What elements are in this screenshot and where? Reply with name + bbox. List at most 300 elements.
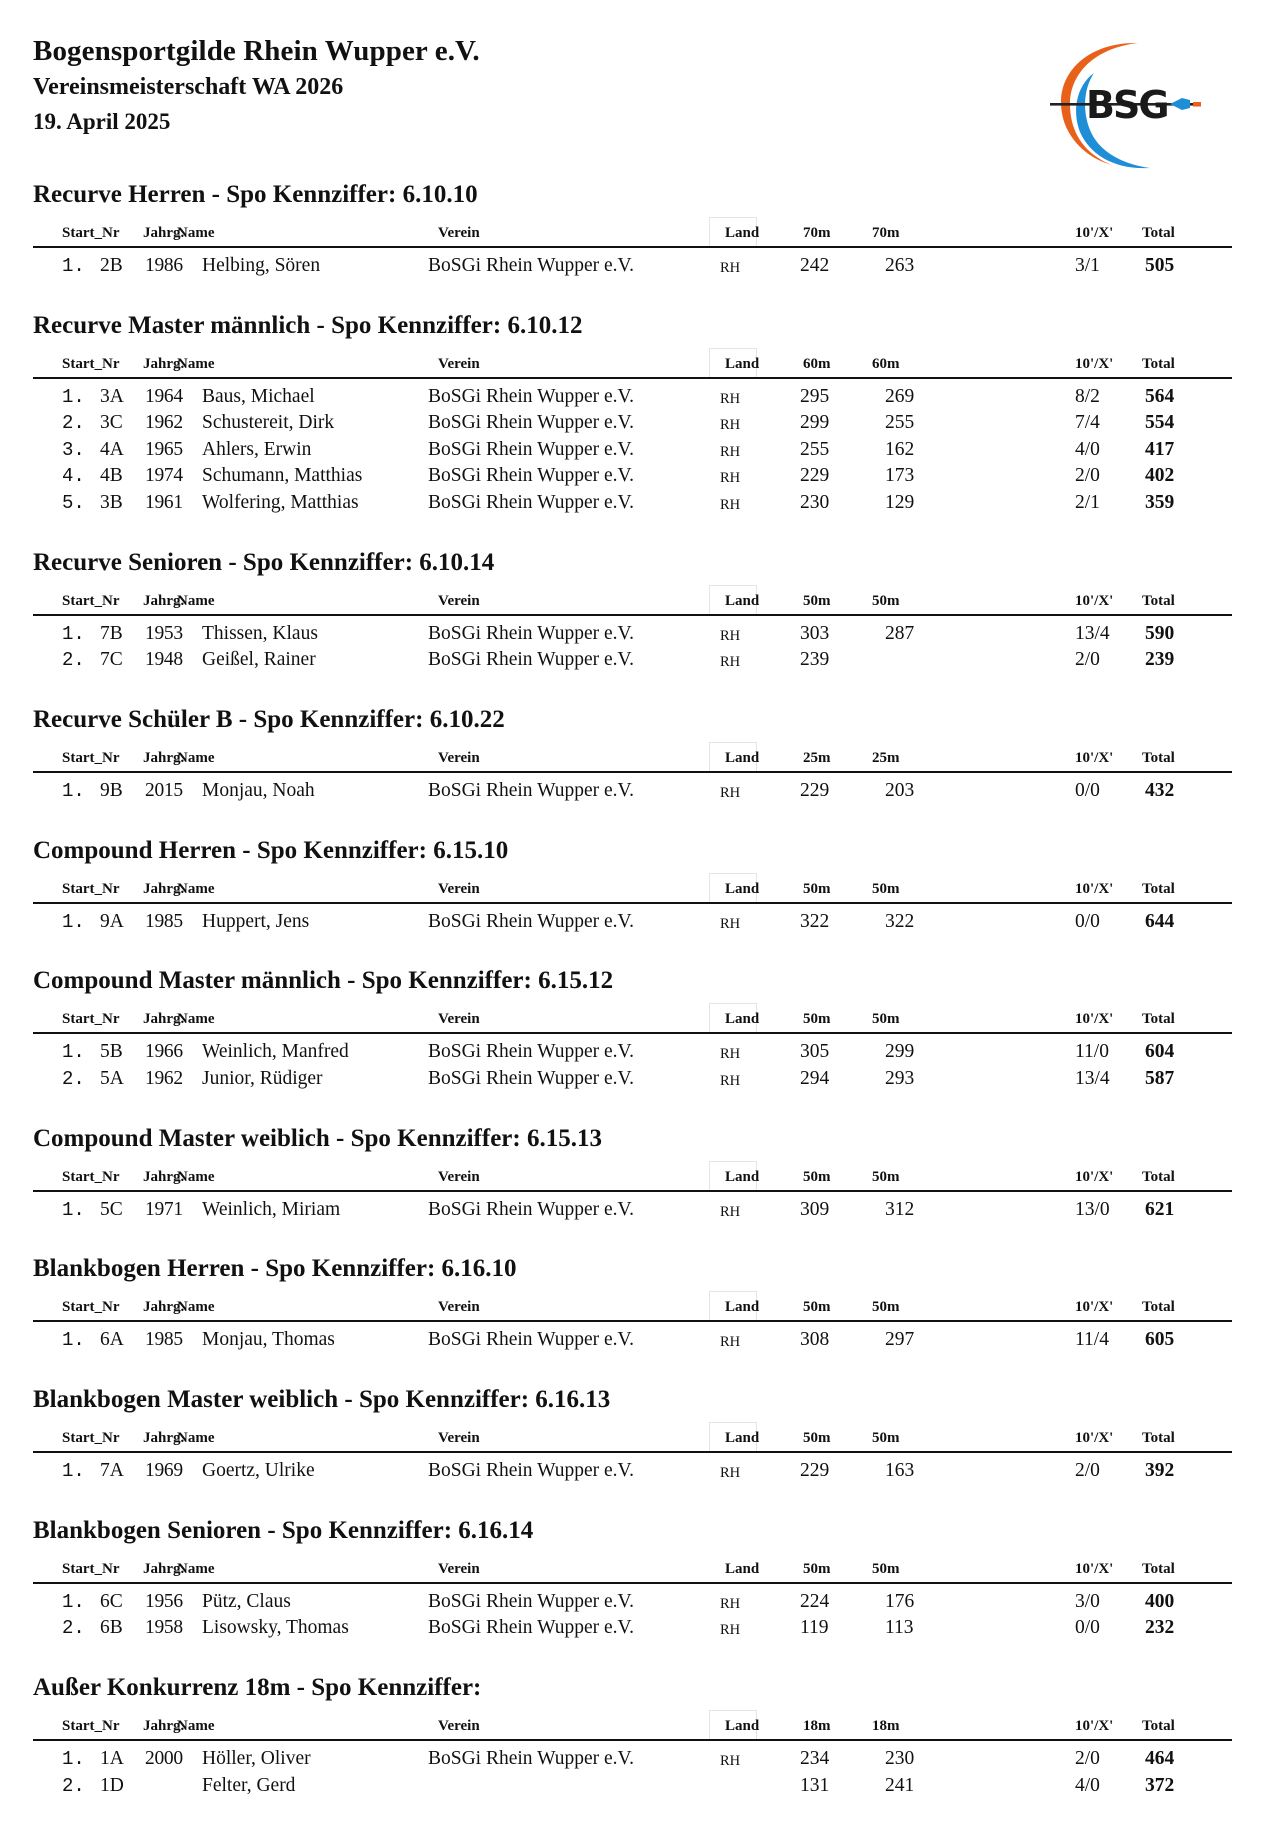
- name-cell: Höller, Oliver: [202, 1748, 311, 1769]
- jahrg-cell: 1971: [145, 1198, 183, 1220]
- start-nr-cell: 7B: [100, 622, 123, 644]
- start-nr-cell: 4A: [100, 438, 124, 460]
- name-cell: Helbing, Sören: [202, 255, 321, 276]
- header-tens-x: 10'/X': [1075, 355, 1114, 372]
- header-distance-2: 50m: [872, 1011, 900, 1028]
- table-body: [0, 1034, 1280, 1092]
- header-distance-1: 25m: [803, 749, 831, 766]
- total-cell: 505: [1145, 255, 1175, 276]
- logo-arrow-nock: [1193, 102, 1201, 107]
- distance-1-score-cell: 239: [800, 649, 830, 670]
- header-jahrg: Jahrg.: [143, 749, 185, 766]
- table-row: [0, 463, 1280, 490]
- header-distance-2: 50m: [872, 1430, 900, 1446]
- verein-cell: BoSGi Rhein Wupper e.V.: [428, 1198, 634, 1220]
- rank-cell: 1.: [62, 255, 85, 277]
- header-verein: Verein: [438, 1168, 480, 1185]
- header-total: Total: [1142, 592, 1175, 609]
- distance-1-score-cell: 230: [800, 491, 830, 513]
- name-cell: Thissen, Klaus: [202, 622, 318, 644]
- header-name: Name: [177, 749, 215, 766]
- header-total: Total: [1142, 1011, 1175, 1028]
- header-verein: Verein: [438, 880, 480, 897]
- name-cell: Schumann, Matthias: [202, 465, 363, 487]
- table-row: [0, 384, 1280, 411]
- header-land: Land: [725, 1168, 760, 1185]
- land-cell: RH: [720, 260, 741, 276]
- verein-cell: BoSGi Rhein Wupper e.V.: [428, 385, 634, 407]
- tens-x-cell: 3/0: [1075, 1590, 1100, 1612]
- jahrg-cell: 1953: [145, 622, 183, 644]
- result-section: [0, 1119, 1280, 1224]
- verein-cell: BoSGi Rhein Wupper e.V.: [428, 438, 634, 460]
- name-cell: Weinlich, Miriam: [202, 1198, 341, 1220]
- header-jahrg: Jahrg.: [143, 225, 185, 241]
- table-row: [0, 909, 1280, 936]
- distance-2-score-cell: 322: [885, 910, 915, 932]
- section-title: Blankbogen Herren - Spo Kennziffer: 6.16.10: [33, 1255, 517, 1283]
- header-jahrg: Jahrg.: [143, 880, 185, 897]
- distance-2-score-cell: 255: [885, 412, 915, 434]
- header-total: Total: [1142, 355, 1175, 372]
- land-cell: RH: [720, 470, 741, 487]
- rank-cell: 5.: [62, 491, 85, 514]
- header-distance-1: 18m: [803, 1718, 831, 1734]
- table-body: [0, 379, 1280, 517]
- header-distance-2: 70m: [872, 225, 900, 241]
- rank-cell: 1.: [62, 1329, 85, 1352]
- verein-cell: BoSGi Rhein Wupper e.V.: [428, 649, 634, 670]
- jahrg-cell: 1966: [145, 1041, 183, 1063]
- table-header: [33, 352, 1232, 379]
- start-nr-cell: 2B: [100, 255, 123, 276]
- header-tens-x: 10'/X': [1075, 1168, 1114, 1185]
- jahrg-cell: 1965: [145, 438, 183, 460]
- table-header: [33, 1295, 1232, 1322]
- distance-1-score-cell: 309: [800, 1198, 830, 1220]
- table-row: [0, 1746, 1280, 1773]
- distance-1-score-cell: 242: [800, 255, 830, 276]
- header-verein: Verein: [438, 1299, 480, 1316]
- jahrg-cell: 1986: [145, 255, 183, 276]
- header-distance-2: 25m: [872, 749, 900, 766]
- table-header: [33, 1426, 1232, 1453]
- total-cell: 605: [1145, 1329, 1175, 1351]
- table-row: [0, 1589, 1280, 1616]
- tens-x-cell: 4/0: [1075, 438, 1100, 460]
- event-title: Vereinsmeisterschaft WA 2026: [33, 74, 344, 100]
- header-distance-2: 60m: [872, 355, 900, 372]
- rank-cell: 1.: [62, 910, 85, 933]
- name-cell: Schustereit, Dirk: [202, 412, 335, 434]
- start-nr-cell: 3C: [100, 412, 123, 434]
- tens-x-cell: 2/0: [1075, 649, 1100, 670]
- header-total: Total: [1142, 1299, 1175, 1316]
- distance-1-score-cell: 322: [800, 910, 830, 932]
- verein-cell: BoSGi Rhein Wupper e.V.: [428, 255, 634, 276]
- verein-cell: BoSGi Rhein Wupper e.V.: [428, 1460, 634, 1481]
- section-title: Recurve Herren - Spo Kennziffer: 6.10.10: [33, 181, 478, 208]
- section-title: Außer Konkurrenz 18m - Spo Kennziffer:: [33, 1674, 482, 1701]
- header-total: Total: [1142, 1718, 1175, 1734]
- verein-cell: BoSGi Rhein Wupper e.V.: [428, 1067, 634, 1089]
- result-section: [0, 175, 1280, 280]
- total-cell: 239: [1145, 649, 1175, 670]
- distance-1-score-cell: 229: [800, 779, 830, 801]
- land-cell: RH: [720, 784, 741, 801]
- distance-2-score-cell: 297: [885, 1329, 915, 1351]
- table-row: [0, 1615, 1280, 1642]
- distance-2-score-cell: 287: [885, 622, 915, 644]
- event-date: 19. April 2025: [33, 109, 171, 134]
- header-name: Name: [177, 1430, 215, 1446]
- land-cell: RH: [720, 496, 741, 513]
- total-cell: 587: [1145, 1067, 1175, 1089]
- table-body: [0, 1322, 1280, 1354]
- jahrg-cell: 2015: [145, 779, 183, 801]
- distance-1-score-cell: 229: [800, 465, 830, 487]
- table-row: [0, 253, 1280, 280]
- header-start-nr: Start_Nr: [62, 1011, 120, 1028]
- rank-cell: 4.: [62, 465, 85, 488]
- header-distance-2: 50m: [872, 592, 900, 609]
- header-distance-1: 60m: [803, 355, 831, 372]
- total-cell: 400: [1145, 1590, 1175, 1612]
- header-distance-1: 50m: [803, 1011, 831, 1028]
- header-jahrg: Jahrg.: [143, 1168, 185, 1185]
- result-section: [0, 1511, 1280, 1642]
- header-distance-2: 50m: [872, 880, 900, 897]
- distance-2-score-cell: 203: [885, 779, 915, 801]
- land-cell: RH: [720, 390, 741, 407]
- header-name: Name: [177, 1011, 215, 1028]
- rank-cell: 1.: [62, 779, 85, 802]
- header-verein: Verein: [438, 355, 480, 372]
- start-nr-cell: 5B: [100, 1041, 123, 1063]
- verein-cell: BoSGi Rhein Wupper e.V.: [428, 622, 634, 644]
- land-cell: RH: [720, 417, 741, 434]
- header-total: Total: [1142, 749, 1175, 766]
- total-cell: 621: [1145, 1198, 1175, 1220]
- header-distance-2: 18m: [872, 1718, 900, 1734]
- result-section: [0, 700, 1280, 805]
- jahrg-cell: 1985: [145, 1329, 183, 1351]
- header-jahrg: Jahrg.: [143, 1718, 185, 1734]
- result-section: [0, 543, 1280, 674]
- name-cell: Lisowsky, Thomas: [202, 1617, 349, 1639]
- header-tens-x: 10'/X': [1075, 1011, 1114, 1028]
- tens-x-cell: 2/1: [1075, 491, 1100, 513]
- total-cell: 359: [1145, 491, 1175, 513]
- header-land: Land: [725, 592, 760, 609]
- header-distance-2: 50m: [872, 1299, 900, 1316]
- jahrg-cell: 1962: [145, 1067, 183, 1089]
- tens-x-cell: 2/0: [1075, 465, 1100, 487]
- result-section: [0, 1249, 1280, 1354]
- tens-x-cell: 0/0: [1075, 910, 1100, 932]
- table-row: [0, 437, 1280, 464]
- name-cell: Baus, Michael: [202, 385, 315, 407]
- table-header: [33, 1165, 1232, 1192]
- section-title: Blankbogen Senioren - Spo Kennziffer: 6.16.14: [33, 1516, 534, 1544]
- rank-cell: 2.: [62, 1617, 85, 1640]
- start-nr-cell: 9B: [100, 779, 123, 801]
- header-tens-x: 10'/X': [1075, 1299, 1114, 1316]
- section-title: Blankbogen Master weiblich - Spo Kennziffer: 6.16.13: [33, 1386, 611, 1413]
- table-body: [0, 1192, 1280, 1224]
- land-cell: RH: [720, 1072, 741, 1089]
- distance-2-score-cell: 293: [885, 1067, 915, 1089]
- header-name: Name: [177, 225, 215, 241]
- header-verein: Verein: [438, 225, 480, 241]
- total-cell: 604: [1145, 1041, 1175, 1063]
- jahrg-cell: 1948: [145, 649, 183, 670]
- section-title: Compound Master männlich - Spo Kennziffer: 6.15.12: [33, 967, 614, 995]
- header-land: Land: [725, 355, 760, 372]
- table-row: [0, 1197, 1280, 1224]
- header-name: Name: [177, 1560, 215, 1577]
- section-title: Recurve Senioren - Spo Kennziffer: 6.10.14: [33, 548, 495, 576]
- name-cell: Wolfering, Matthias: [202, 491, 359, 513]
- header-land: Land: [725, 749, 760, 766]
- header-tens-x: 10'/X': [1075, 1718, 1114, 1734]
- distance-2-score-cell: 230: [885, 1748, 915, 1769]
- start-nr-cell: 9A: [100, 910, 124, 932]
- header-tens-x: 10'/X': [1075, 592, 1114, 609]
- header-jahrg: Jahrg.: [143, 1560, 185, 1577]
- tens-x-cell: 0/0: [1075, 779, 1100, 801]
- rank-cell: 2.: [62, 412, 85, 435]
- rank-cell: 2.: [62, 649, 85, 671]
- distance-1-score-cell: 224: [800, 1590, 830, 1612]
- tens-x-cell: 8/2: [1075, 385, 1100, 407]
- table-body: [0, 1453, 1280, 1485]
- header-jahrg: Jahrg.: [143, 355, 185, 372]
- verein-cell: BoSGi Rhein Wupper e.V.: [428, 1748, 634, 1769]
- header-name: Name: [177, 1299, 215, 1316]
- header-tens-x: 10'/X': [1075, 1430, 1114, 1446]
- total-cell: 417: [1145, 438, 1175, 460]
- land-cell: RH: [720, 1753, 741, 1769]
- table-body: [0, 773, 1280, 805]
- verein-cell: BoSGi Rhein Wupper e.V.: [428, 1617, 634, 1639]
- land-cell: RH: [720, 1595, 741, 1612]
- land-cell: RH: [720, 1622, 741, 1639]
- land-cell: RH: [720, 1046, 741, 1063]
- start-nr-cell: 6C: [100, 1590, 123, 1612]
- header-total: Total: [1142, 880, 1175, 897]
- distance-1-score-cell: 308: [800, 1329, 830, 1351]
- header-distance-1: 50m: [803, 1560, 831, 1577]
- header-name: Name: [177, 355, 215, 372]
- start-nr-cell: 7A: [100, 1460, 124, 1481]
- section-title: Compound Herren - Spo Kennziffer: 6.15.10: [33, 836, 509, 864]
- header-distance-1: 70m: [803, 225, 831, 241]
- total-cell: 392: [1145, 1460, 1175, 1481]
- rank-cell: 1.: [62, 1460, 85, 1482]
- table-row: [0, 1066, 1280, 1093]
- name-cell: Junior, Rüdiger: [202, 1067, 323, 1089]
- table-header: [33, 1714, 1232, 1741]
- table-body: [0, 248, 1280, 280]
- table-row: [0, 1039, 1280, 1066]
- name-cell: Weinlich, Manfred: [202, 1041, 349, 1063]
- table-row: [0, 410, 1280, 437]
- header-land: Land: [725, 1299, 760, 1316]
- bow-and-arrow-logo-icon: [1050, 38, 1210, 172]
- header-tens-x: 10'/X': [1075, 749, 1114, 766]
- header-tens-x: 10'/X': [1075, 880, 1114, 897]
- table-header: [33, 877, 1232, 904]
- tens-x-cell: 13/4: [1075, 1067, 1110, 1089]
- table-header: [33, 746, 1232, 773]
- header-name: Name: [177, 880, 215, 897]
- tens-x-cell: 11/0: [1075, 1041, 1109, 1063]
- verein-cell: BoSGi Rhein Wupper e.V.: [428, 1041, 634, 1063]
- distance-2-score-cell: 299: [885, 1041, 915, 1063]
- verein-cell: BoSGi Rhein Wupper e.V.: [428, 1590, 634, 1612]
- header-tens-x: 10'/X': [1075, 225, 1114, 241]
- bsg-logo: [1050, 38, 1210, 172]
- header-total: Total: [1142, 1430, 1175, 1446]
- header-jahrg: Jahrg.: [143, 592, 185, 609]
- header-jahrg: Jahrg.: [143, 1011, 185, 1028]
- rank-cell: 1.: [62, 1198, 85, 1221]
- header-name: Name: [177, 1168, 215, 1185]
- verein-cell: BoSGi Rhein Wupper e.V.: [428, 491, 634, 513]
- total-cell: 590: [1145, 622, 1175, 644]
- header-start-nr: Start_Nr: [62, 880, 120, 897]
- header-name: Name: [177, 592, 215, 609]
- header-verein: Verein: [438, 592, 480, 609]
- distance-1-score-cell: 303: [800, 622, 830, 644]
- distance-1-score-cell: 234: [800, 1748, 830, 1769]
- header-start-nr: Start_Nr: [62, 1718, 120, 1734]
- distance-1-score-cell: 255: [800, 438, 830, 460]
- rank-cell: 2.: [62, 1774, 85, 1797]
- total-cell: 564: [1145, 385, 1175, 407]
- distance-2-score-cell: 176: [885, 1590, 915, 1612]
- header-land: Land: [725, 1011, 760, 1028]
- tens-x-cell: 2/0: [1075, 1460, 1100, 1481]
- tens-x-cell: 7/4: [1075, 412, 1100, 434]
- distance-1-score-cell: 131: [800, 1774, 830, 1796]
- name-cell: Pütz, Claus: [202, 1590, 291, 1612]
- name-cell: Monjau, Noah: [202, 779, 315, 801]
- club-title: Bogensportgilde Rhein Wupper e.V.: [33, 35, 480, 67]
- start-nr-cell: 3B: [100, 491, 123, 513]
- header-jahrg: Jahrg.: [143, 1430, 185, 1446]
- header-start-nr: Start_Nr: [62, 1168, 120, 1185]
- land-cell: RH: [720, 915, 741, 932]
- header-land: Land: [725, 225, 760, 241]
- name-cell: Huppert, Jens: [202, 910, 310, 932]
- start-nr-cell: 5A: [100, 1067, 124, 1089]
- start-nr-cell: 4B: [100, 465, 123, 487]
- total-cell: 644: [1145, 910, 1175, 932]
- table-row: [0, 1327, 1280, 1354]
- start-nr-cell: 1A: [100, 1748, 124, 1769]
- header-distance-1: 50m: [803, 1168, 831, 1185]
- name-cell: Monjau, Thomas: [202, 1329, 335, 1351]
- land-cell: RH: [720, 627, 741, 644]
- distance-2-score-cell: 173: [885, 465, 915, 487]
- total-cell: 554: [1145, 412, 1175, 434]
- rank-cell: 1.: [62, 622, 85, 645]
- table-row: [0, 1458, 1280, 1485]
- rank-cell: 1.: [62, 385, 85, 408]
- results-list: [0, 175, 1280, 1825]
- table-header: [33, 589, 1232, 616]
- table-row: [0, 778, 1280, 805]
- name-cell: Goertz, Ulrike: [202, 1460, 315, 1481]
- header-land: Land: [725, 1430, 760, 1446]
- header-verein: Verein: [438, 1430, 480, 1446]
- header-total: Total: [1142, 1168, 1175, 1185]
- header-start-nr: Start_Nr: [62, 355, 120, 372]
- land-cell: RH: [720, 443, 741, 460]
- rank-cell: 1.: [62, 1041, 85, 1064]
- distance-2-score-cell: 312: [885, 1198, 915, 1220]
- header-start-nr: Start_Nr: [62, 1430, 120, 1446]
- logo-arrow-fletching: [1170, 98, 1190, 110]
- total-cell: 402: [1145, 465, 1175, 487]
- total-cell: 464: [1145, 1748, 1175, 1769]
- distance-2-score-cell: 162: [885, 438, 915, 460]
- header-tens-x: 10'/X': [1075, 1560, 1114, 1577]
- verein-cell: BoSGi Rhein Wupper e.V.: [428, 412, 634, 434]
- header-start-nr: Start_Nr: [62, 1299, 120, 1316]
- jahrg-cell: 1985: [145, 910, 183, 932]
- header-start-nr: Start_Nr: [62, 749, 120, 766]
- distance-1-score-cell: 119: [800, 1617, 829, 1639]
- tens-x-cell: 3/1: [1075, 255, 1100, 276]
- header-distance-2: 50m: [872, 1560, 900, 1577]
- table-header: [33, 1557, 1232, 1584]
- name-cell: Ahlers, Erwin: [202, 438, 312, 460]
- header-start-nr: Start_Nr: [62, 592, 120, 609]
- table-row: [0, 647, 1280, 674]
- verein-cell: BoSGi Rhein Wupper e.V.: [428, 910, 634, 932]
- header-verein: Verein: [438, 749, 480, 766]
- name-cell: Geißel, Rainer: [202, 649, 316, 670]
- start-nr-cell: 1D: [100, 1774, 124, 1796]
- tens-x-cell: 13/4: [1075, 622, 1110, 644]
- land-cell: RH: [720, 1203, 741, 1220]
- verein-cell: BoSGi Rhein Wupper e.V.: [428, 465, 634, 487]
- distance-2-score-cell: 129: [885, 491, 915, 513]
- result-section: [0, 831, 1280, 936]
- start-nr-cell: 6B: [100, 1617, 123, 1639]
- section-title: Recurve Master männlich - Spo Kennziffer: 6.10.12: [33, 311, 583, 339]
- rank-cell: 1.: [62, 1748, 85, 1770]
- header-land: Land: [725, 1560, 760, 1577]
- header-distance-2: 50m: [872, 1168, 900, 1185]
- table-header: [33, 1007, 1232, 1034]
- total-cell: 232: [1145, 1617, 1175, 1639]
- table-row: [0, 621, 1280, 648]
- distance-1-score-cell: 295: [800, 385, 830, 407]
- header-land: Land: [725, 880, 760, 897]
- rank-cell: 1.: [62, 1590, 85, 1613]
- header-verein: Verein: [438, 1560, 480, 1577]
- header-total: Total: [1142, 225, 1175, 241]
- table-body: [0, 1584, 1280, 1642]
- logo-text: BSG: [1086, 83, 1168, 127]
- distance-2-score-cell: 113: [885, 1617, 914, 1639]
- land-cell: RH: [720, 1465, 741, 1481]
- tens-x-cell: 4/0: [1075, 1774, 1100, 1796]
